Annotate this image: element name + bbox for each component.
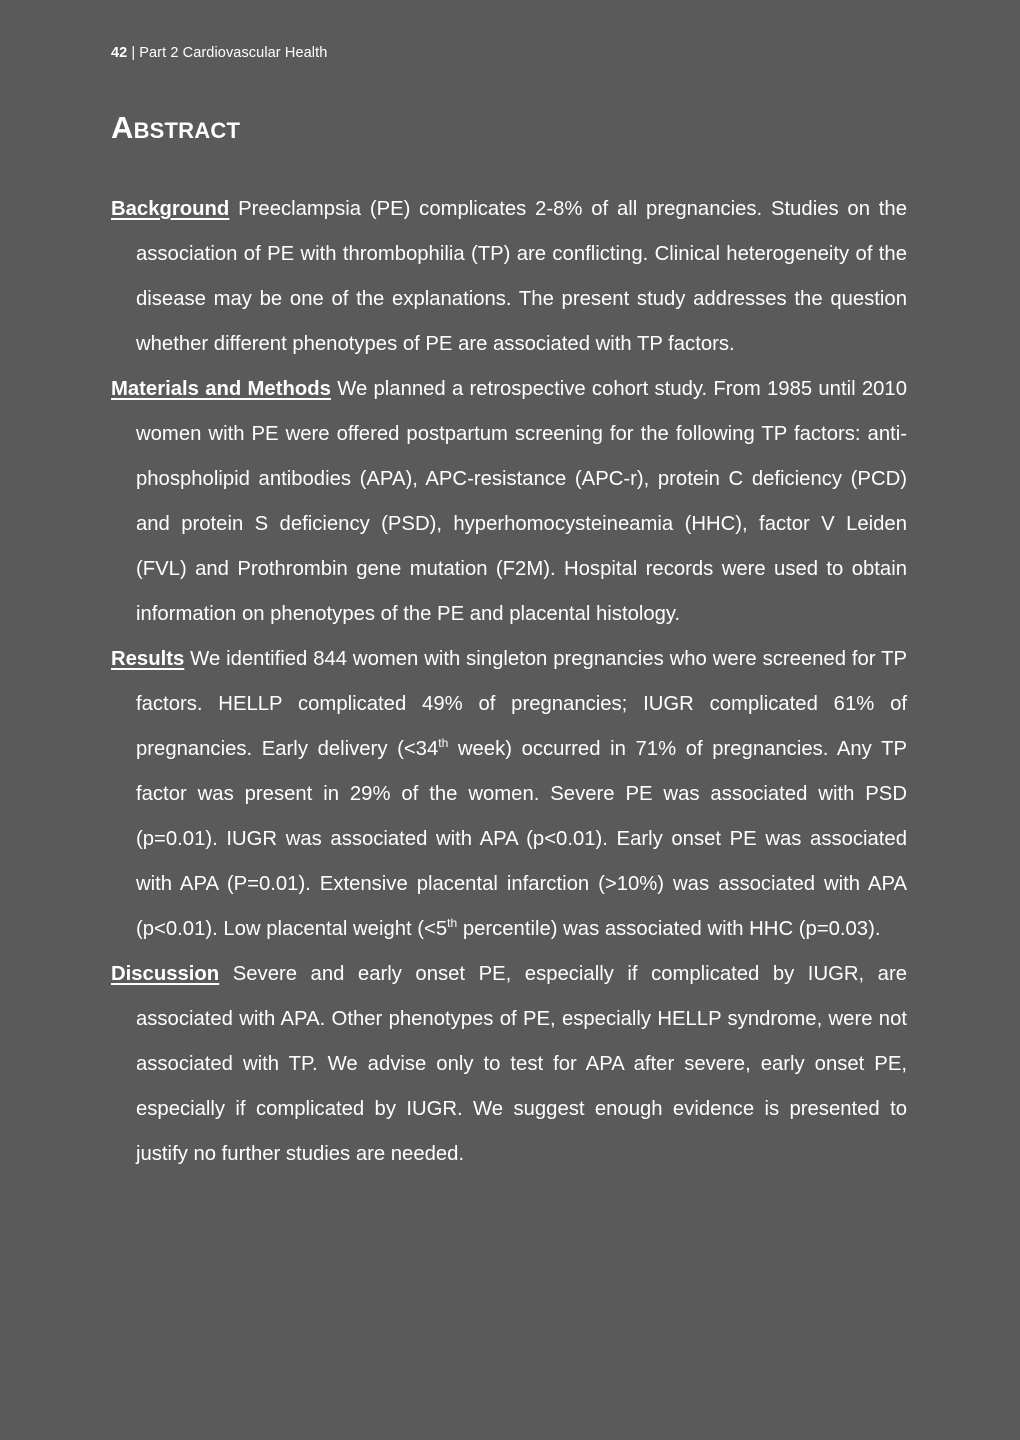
superscript-th-1: th [438, 736, 449, 750]
section-text-results-2: week) occurred in 71% of pregnancies. Any TP factor was present in 29% of the women. Severe PE was associated with PSD (p=0.01). IUGR was associated with APA (p<0.01). Early onset PE was associated with APA (P=0.01). Extensive placental infarction (>10%) was associated with APA (p<0.01). Low placental weight (<5 [136, 738, 907, 940]
section-results [111, 637, 907, 952]
abstract-body [111, 187, 907, 1177]
section-methods [111, 367, 907, 637]
section-discussion [111, 952, 907, 1177]
page-number: 42 [111, 45, 128, 61]
section-heading-background: Background [111, 198, 230, 220]
part-title: Part 2 Cardiovascular Health [139, 45, 328, 61]
header-separator: | [131, 45, 136, 61]
section-background [111, 187, 907, 367]
section-text-discussion: Severe and early onset PE, especially if complicated by IUGR, are associated with APA. Other phenotypes of PE, especially HELLP syndrome, were not associated with TP. We advise only to test for APA after severe, early onset PE, especially if complicated by IUGR. We suggest enough evidence is presented to justify no further studies are needed. [136, 963, 907, 1165]
running-head [111, 45, 327, 61]
section-text-background: Preeclampsia (PE) complicates 2-8% of all pregnancies. Studies on the association of PE with thrombophilia (TP) are conflicting. Clinical heterogeneity of the disease may be one of the explanations. The present study addresses the question whether different phenotypes of PE are associated with TP factors. [136, 198, 907, 355]
superscript-th-2: th [447, 916, 458, 930]
section-heading-discussion: Discussion [111, 963, 220, 985]
section-text-results-3: percentile) was associated with HHC (p=0.03). [457, 918, 881, 940]
abstract-title: Abstract [111, 110, 241, 145]
section-text-results-1: We identified 844 women with singleton pregnancies who were screened for TP factors. HELLP complicated 49% of pregnancies; IUGR complicated 61% of pregnancies. Early delivery (<34 [136, 648, 907, 760]
section-text-methods: We planned a retrospective cohort study. From 1985 until 2010 women with PE were offered postpartum screening for the following TP factors: anti-phospholipid antibodies (APA), APC-resistance (APC-r), protein C deficiency (PCD) and protein S deficiency (PSD), hyperhomocysteineamia (HHC), factor V Leiden (FVL) and Prothrombin gene mutation (F2M). Hospital records were used to obtain information on phenotypes of the PE and placental histology. [136, 378, 907, 625]
section-heading-methods: Materials and Methods [111, 378, 331, 400]
section-heading-results: Results [111, 648, 185, 670]
